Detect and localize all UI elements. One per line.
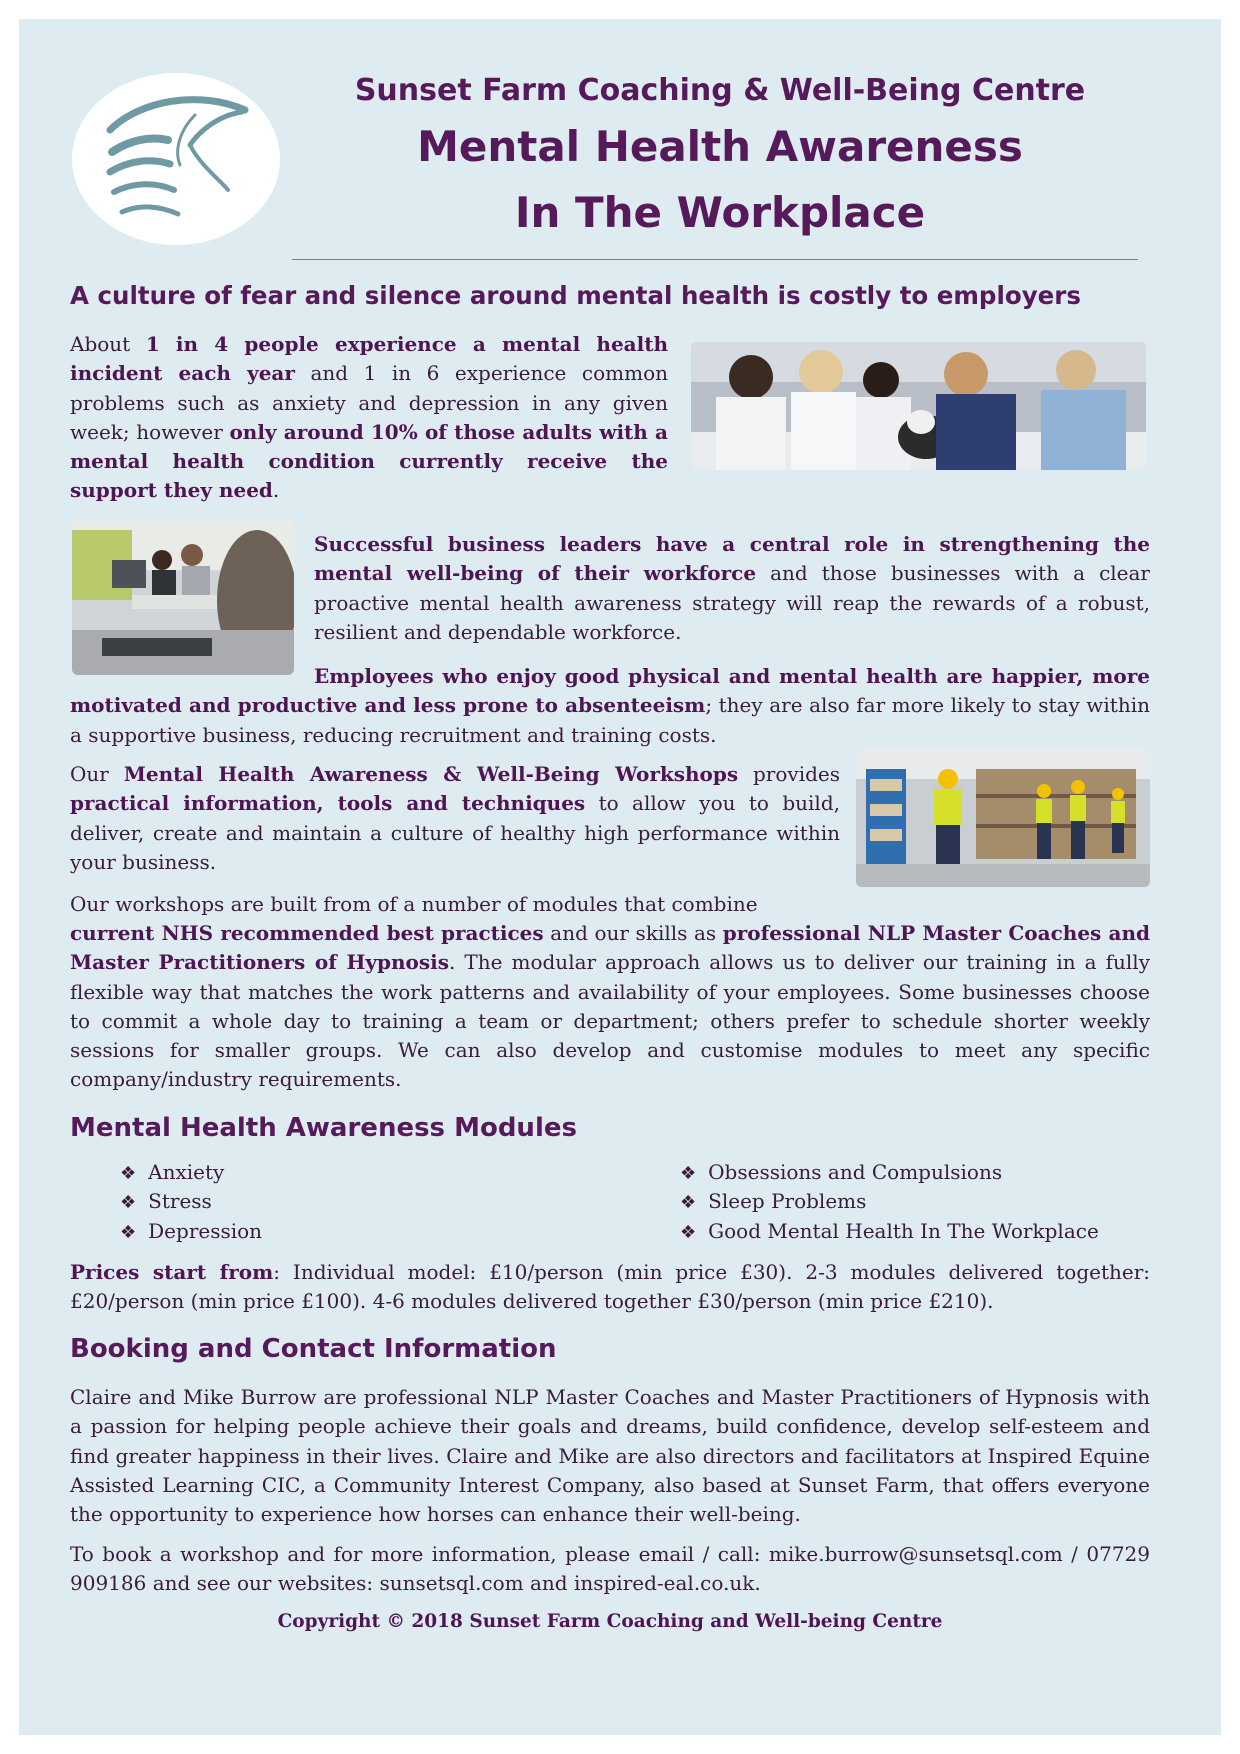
list-item: ❖ Good Mental Health In The Workplace xyxy=(680,1218,1099,1243)
header-divider xyxy=(292,259,1138,260)
diamond-bullet-icon: ❖ xyxy=(120,1192,137,1214)
intro-paragraph: About 1 in 4 people experience a mental health incident each year and 1 in 6 experience common problems such as anxiety and depression in any given week; however only around 10% of those adults with a mental health condition currently receive the support they need. xyxy=(70,332,669,503)
headline: A culture of fear and silence around mental health is costly to employers xyxy=(70,281,1081,310)
prices-paragraph: Prices start from: Individual model: £10/person (min price £30). 2-3 modules delivered together: £20/person (min price £100). 4-6 modules delivered together £30/person (min price £210). xyxy=(70,1260,1151,1314)
modules-intro-first-line: Our workshops are built from of a number of modules that combine xyxy=(70,892,758,916)
booking-section-title: Booking and Contact Information xyxy=(70,1334,557,1364)
list-item: ❖ Stress xyxy=(120,1189,212,1214)
copyright-notice: Copyright © 2018 Sunset Farm Coaching and Well-being Centre xyxy=(277,1611,943,1632)
horse-logo xyxy=(70,70,282,248)
header xyxy=(290,68,1150,246)
leaders-paragraph: Successful business leaders have a central role in strengthening the mental well-being of their workforce and those businesses with a clear proactive mental health awareness strategy will reap the rewards of a robust, resilient and dependable workforce. xyxy=(314,532,1150,644)
diamond-bullet-icon: ❖ xyxy=(680,1163,697,1184)
vets-photo xyxy=(691,342,1146,470)
page-title-line1: Mental Health Awareness xyxy=(417,122,1023,171)
modules-list xyxy=(120,1158,1160,1246)
about-paragraph: Claire and Mike Burrow are professional NLP Master Coaches and Master Practitioners of Hypnosis with a passion for helping people achieve their goals and dreams, build confidence, develop self-esteem and find greater happiness in their lives. Claire and Mike are also directors and facilitators at Inspired Equine Assisted Learning CIC, a Community Interest Company, also based at Sunset Farm, that offers everyone the opportunity to experience how horses can enhance their well-being. xyxy=(70,1385,1150,1527)
diamond-bullet-icon: ❖ xyxy=(680,1221,697,1243)
list-item: ❖ Obsessions and Compulsions xyxy=(680,1160,1003,1184)
diamond-bullet-icon: ❖ xyxy=(120,1221,137,1243)
warehouse-photo xyxy=(856,749,1150,887)
org-name: Sunset Farm Coaching & Well-Being Centre xyxy=(354,73,1086,108)
modules-section-title: Mental Health Awareness Modules xyxy=(70,1113,577,1143)
workshops-paragraph: Our Mental Health Awareness & Well-Being Workshops provides practical information, tools and techniques to allow you to build, deliver, create and maintain a culture of healthy high performance within your business. xyxy=(70,762,840,874)
page-title-line2: In The Workplace xyxy=(514,188,926,237)
list-item: ❖ Anxiety xyxy=(120,1160,225,1184)
office-photo xyxy=(72,520,294,675)
diamond-bullet-icon: ❖ xyxy=(120,1163,137,1184)
modules-intro-paragraph: current NHS recommended best practices and our skills as professional NLP Master Coaches and Master Practitioners of Hypnosis. The modular approach allows us to deliver our training in a fully flexible way that matches the work patterns and availability of your employees. Some businesses choose to commit a whole day to training a team or department; others prefer to schedule shorter weekly sessions for smaller groups. We can also develop and customise modules to meet any specific company/industry requirements. xyxy=(70,921,1150,1092)
diamond-bullet-icon: ❖ xyxy=(680,1192,697,1214)
contact-paragraph: To book a workshop and for more information, please email / call: mike.burrow@sunsetsql.com / 07729 909186 and see our websites: sunsetsql.com and inspired-eal.co.uk. xyxy=(70,1542,1150,1596)
list-item: ❖ Sleep Problems xyxy=(680,1189,867,1214)
employees-paragraph: Employees who enjoy good physical and mental health are happier, more motivated and productive and less prone to absenteeism; they are also far more likely to stay within a supportive business, reducing recruitment and training costs. xyxy=(70,664,1151,747)
list-item: ❖ Depression xyxy=(120,1218,263,1243)
